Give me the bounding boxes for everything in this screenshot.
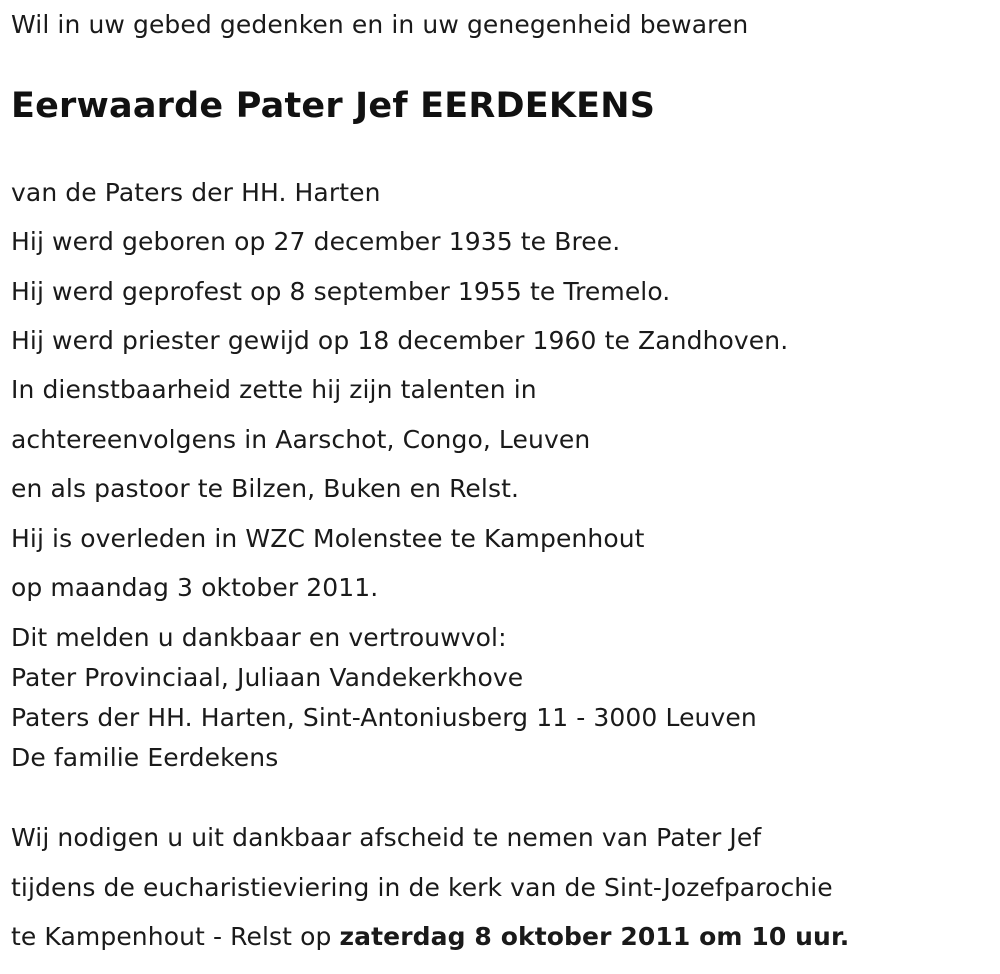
announcement-line: Pater Provinciaal, Juliaan Vandekerkhove — [11, 663, 524, 692]
biography-line: van de Paters der HH. Harten — [11, 178, 381, 207]
announcement-line: Dit melden u dankbaar en vertrouwvol: — [11, 623, 507, 652]
biography-line: en als pastoor te Bilzen, Buken en Relst. — [11, 474, 520, 503]
biography-line: Hij werd geprofest op 8 september 1955 te Tremelo. — [11, 277, 671, 306]
announcement-line: Paters der HH. Harten, Sint-Antoniusberg 11 - 3000 Leuven — [11, 703, 757, 732]
invitation-line — [11, 922, 849, 952]
biography-line: op maandag 3 oktober 2011. — [11, 573, 379, 602]
invitation-location-text: te Kampenhout - Relst op — [11, 922, 340, 951]
announcement-line: De familie Eerdekens — [11, 743, 279, 772]
invitation-line: tijdens de eucharistieviering in de kerk van de Sint-Jozefparochie — [11, 873, 833, 902]
invitation-line: Wij nodigen u uit dankbaar afscheid te nemen van Pater Jef — [11, 823, 762, 852]
biography-line: Hij is overleden in WZC Molenstee te Kampenhout — [11, 524, 645, 553]
deceased-name: Eerwaarde Pater Jef EERDEKENS — [11, 86, 656, 126]
biography-line: In dienstbaarheid zette hij zijn talenten in — [11, 375, 537, 404]
biography-line: achtereenvolgens in Aarschot, Congo, Leuven — [11, 425, 591, 454]
dedication-text: Wil in uw gebed gedenken en in uw genegenheid bewaren — [11, 10, 749, 39]
biography-line: Hij werd geboren op 27 december 1935 te Bree. — [11, 227, 621, 256]
biography-line: Hij werd priester gewijd op 18 december 1960 te Zandhoven. — [11, 326, 789, 355]
funeral-date-time: zaterdag 8 oktober 2011 om 10 uur. — [339, 922, 850, 951]
